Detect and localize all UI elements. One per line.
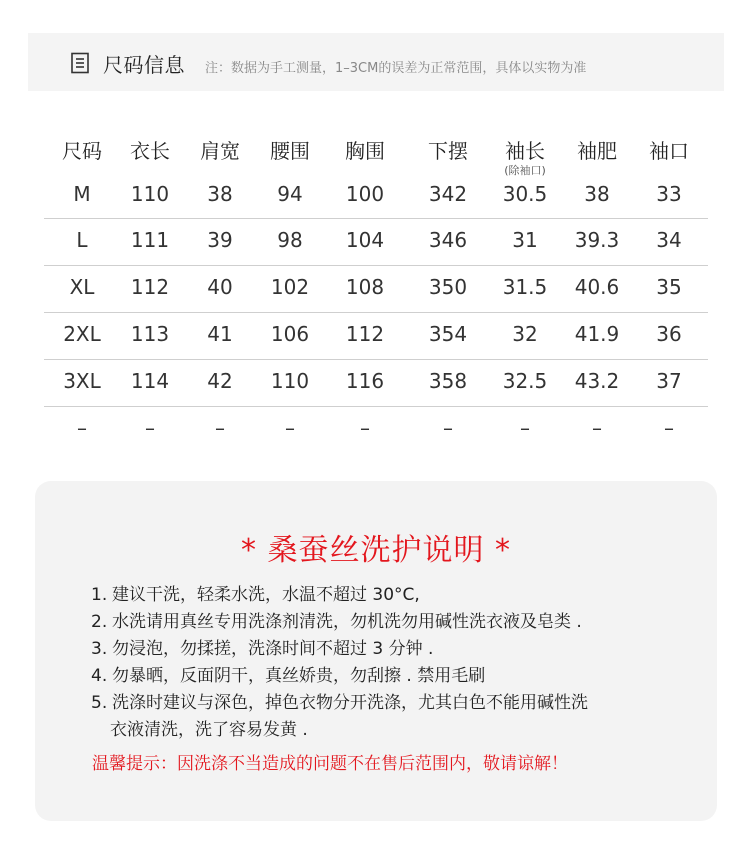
table-cell: 35	[656, 275, 682, 299]
table-cell: –	[360, 416, 370, 440]
table-cell: 34	[656, 228, 682, 252]
column-header: 尺码	[62, 139, 102, 163]
table-cell: 36	[656, 322, 682, 346]
table-cell: 31	[512, 228, 538, 252]
table-cell: 43.2	[574, 369, 620, 393]
care-instructions-card	[35, 481, 717, 821]
table-cell: 31.5	[502, 275, 548, 299]
size-table	[44, 128, 708, 453]
table-cell: 39.3	[574, 228, 620, 252]
table-cell: M	[73, 182, 91, 206]
list-item: 1. 建议干洗，轻柔水洗，水温不超过 30°C,	[91, 585, 420, 605]
measurement-note: 注：数据为手工测量，1–3CM的误差为正常范围，具体以实物为准	[205, 61, 587, 76]
care-list	[91, 582, 691, 744]
care-title: * 桑蚕丝洗护说明 *	[240, 533, 512, 568]
table-cell: XL	[69, 275, 95, 299]
column-header: 肩宽	[200, 139, 240, 163]
table-cell: 33	[656, 182, 682, 206]
list-item-continuation: 衣液清洗，洗了容易发黄 .	[110, 720, 308, 740]
table-cell: 106	[270, 322, 310, 346]
table-cell: 2XL	[63, 322, 101, 346]
table-cell: 102	[270, 275, 310, 299]
list-item: 5. 洗涤时建议与深色，掉色衣物分开洗涤，尤其白色不能用碱性洗 衣液清洗，洗了容易发黄 .	[91, 690, 691, 744]
table-cell: 3XL	[63, 369, 101, 393]
column-header: 腰围	[270, 139, 310, 163]
table-cell: 113	[130, 322, 170, 346]
table-cell: 110	[270, 369, 310, 393]
table-cell: 40	[207, 275, 233, 299]
table-cell: 111	[130, 228, 170, 252]
table-cell: 346	[428, 228, 468, 252]
table-cell: L	[76, 228, 88, 252]
table-cell: 112	[345, 322, 385, 346]
table-cell: –	[77, 416, 87, 440]
column-header: 袖口	[649, 139, 689, 163]
table-cell: 112	[130, 275, 170, 299]
table-row	[44, 360, 708, 406]
size-info-header	[28, 33, 724, 91]
table-cell: 41	[207, 322, 233, 346]
column-header: 袖肥	[577, 139, 617, 163]
column-subheader: (除袖口)	[504, 164, 546, 177]
table-cell: 108	[345, 275, 385, 299]
table-cell: –	[215, 416, 225, 440]
table-cell: –	[285, 416, 295, 440]
table-header-row	[44, 128, 708, 178]
table-cell: 110	[130, 182, 170, 206]
table-cell: 32	[512, 322, 538, 346]
table-cell: 39	[207, 228, 233, 252]
table-cell: 116	[345, 369, 385, 393]
table-cell: 94	[277, 182, 303, 206]
document-list-icon	[70, 52, 90, 74]
list-item: 2. 水洗请用真丝专用洗涤剂清洗，勿机洗勿用碱性洗衣液及皂类 .	[91, 612, 582, 632]
table-cell: –	[145, 416, 155, 440]
list-item: 3. 勿浸泡，勿揉搓，洗涤时间不超过 3 分钟 .	[91, 639, 434, 659]
table-cell: 37	[656, 369, 682, 393]
table-row	[44, 266, 708, 312]
table-cell: 38	[584, 182, 610, 206]
column-header: 袖长 (除袖口)	[486, 128, 564, 178]
table-cell: 350	[428, 275, 468, 299]
table-cell: 30.5	[502, 182, 548, 206]
table-cell: 41.9	[574, 322, 620, 346]
table-cell: 114	[130, 369, 170, 393]
table-row	[44, 178, 708, 218]
table-cell: 354	[428, 322, 468, 346]
table-cell: –	[443, 416, 453, 440]
column-header: 衣长	[130, 139, 170, 163]
table-cell: –	[592, 416, 602, 440]
table-cell: 42	[207, 369, 233, 393]
table-cell: –	[520, 416, 530, 440]
column-header: 下摆	[428, 139, 468, 163]
table-cell: 358	[428, 369, 468, 393]
table-row	[44, 313, 708, 359]
table-cell: 98	[277, 228, 303, 252]
table-row	[44, 219, 708, 265]
table-cell: 100	[345, 182, 385, 206]
table-cell: 104	[345, 228, 385, 252]
table-cell: –	[664, 416, 674, 440]
table-row	[44, 407, 708, 453]
warning-tip: 温馨提示：因洗涤不当造成的问题不在售后范围内，敬请谅解！	[92, 754, 568, 774]
table-cell: 40.6	[574, 275, 620, 299]
column-header: 胸围	[345, 139, 385, 163]
section-title: 尺码信息	[103, 53, 185, 77]
table-cell: 38	[207, 182, 233, 206]
list-item: 4. 勿暴晒，反面阴干，真丝娇贵，勿刮擦 . 禁用毛刷	[91, 666, 486, 686]
table-cell: 342	[428, 182, 468, 206]
table-cell: 32.5	[502, 369, 548, 393]
